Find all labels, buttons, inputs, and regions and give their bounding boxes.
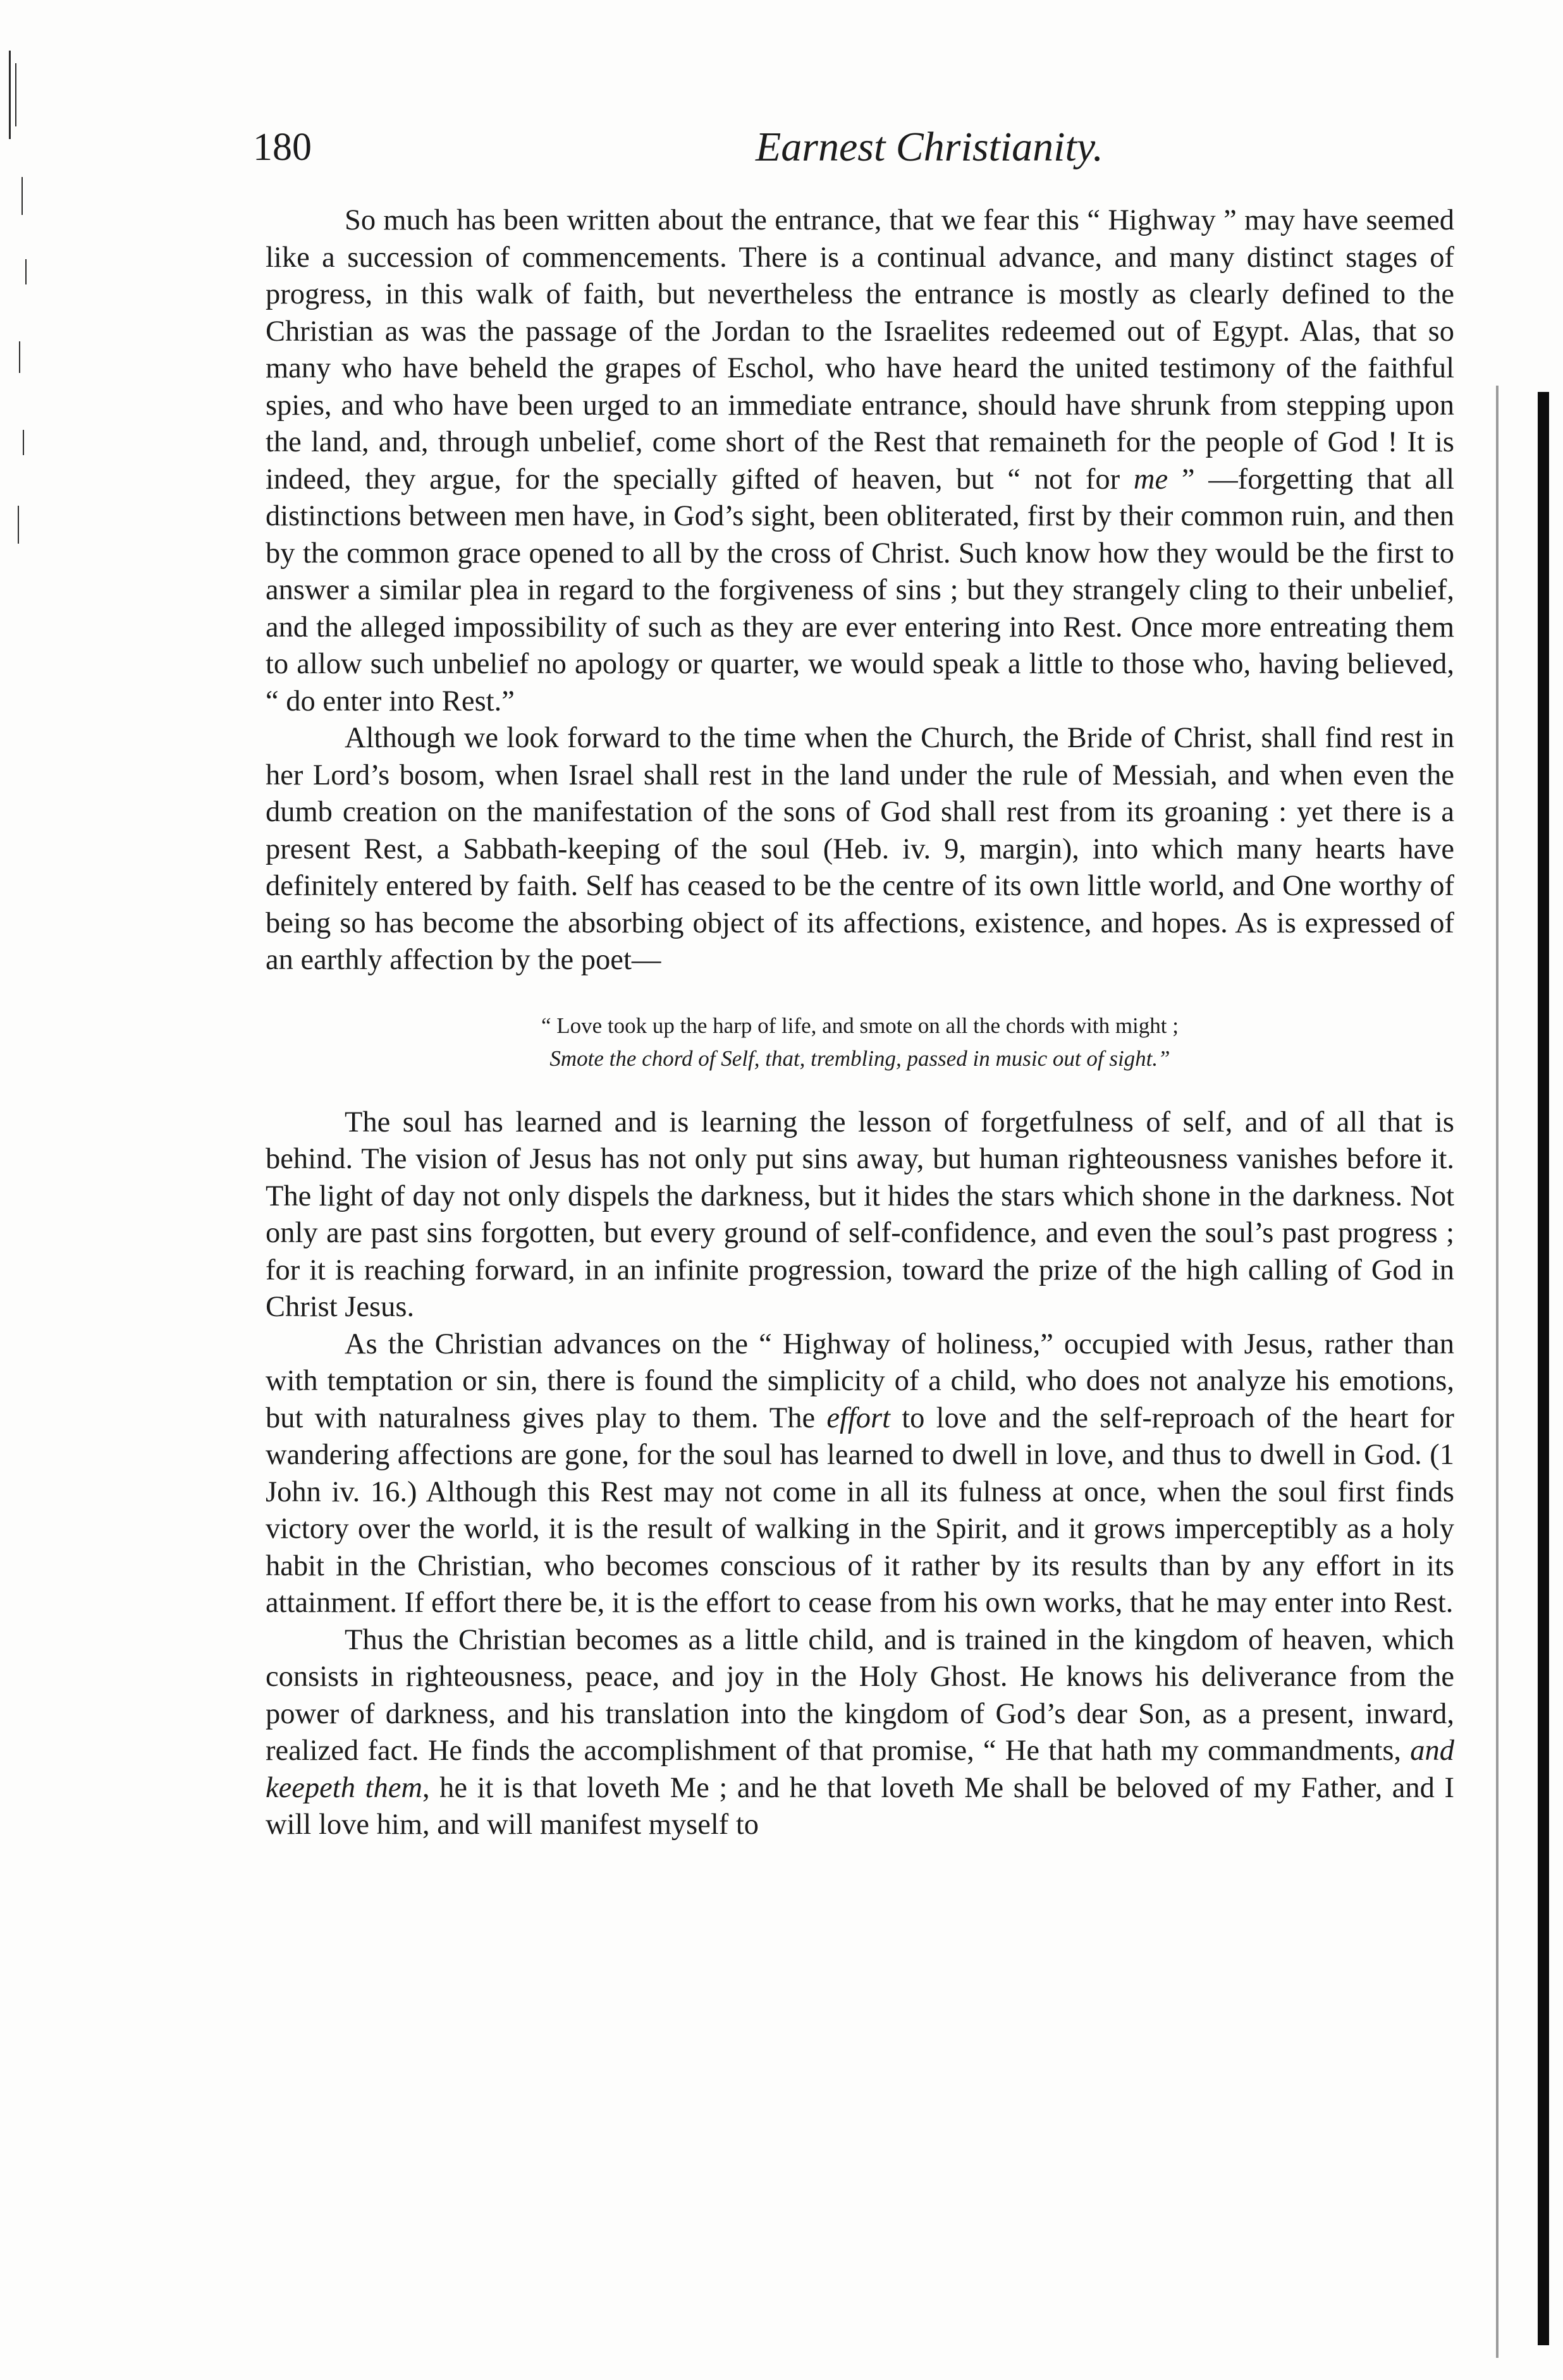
- poem-line-2: Smote the chord of Self, that, trembling, passed in music out of sight.”: [549, 1046, 1170, 1071]
- running-header: [253, 119, 1454, 176]
- text-segment-italic: me: [1133, 463, 1168, 496]
- text-segment: Although we look forward to the time when the Church, the Bride of Christ, shall find rest in her Lord’s bosom, when Israel shall rest in the land under the rule of Messiah, and when even the dumb creation on the manifestation of the sons of God shall rest from its groaning : yet there is a present Rest, a Sabbath-keeping of the soul (Heb. iv. 9, margin), into which many hearts have definitely entered by faith. Self has ceased to be the centre of its own little world, and One worthy of being so has become the absorbing object of its affections, existence, and hopes. As is expressed of an earthly affection by the poet—: [266, 722, 1454, 976]
- paragraph-5: [266, 1622, 1454, 1844]
- page-edge-bar: [1538, 392, 1549, 2345]
- text-segment: The soul has learned and is learning the lesson of forgetfulness of self, and of all that is behind. The vision of Jesus has not only put sins away, but human righteousness vanishes before it. The light of day not only dispels the darkness, but it hides the stars which shone in the darkness. Not only are past sins forgotten, but every ground of self-confidence, and even the soul’s past progress ; for it is reaching forward, in an infinite progression, toward the prize of the high calling of God in Christ Jesus.: [266, 1106, 1454, 1323]
- poem-line-1: “ Love took up the harp of life, and smote on all the chords with might ;: [541, 1013, 1179, 1038]
- text-segment: So much has been written about the entrance, that we fear this “ Highway ” may have seemed like a succession of commencements. There is a continual advance, and many distinct stages of progress, in this walk of faith, but nevertheless the entrance is mostly as clearly defined to the Christian as was the passage of the Jordan to the Israelites redeemed out of Egypt. Alas, that so many who have beheld the grapes of Eschol, who have heard the united testimony of the faithful spies, and who have been urged to an immediate entrance, should have shrunk from stepping upon the land, and, through unbelief, come short of the Rest that remaineth for the people of God ! It is indeed, they argue, for the specially gifted of heaven, but “ not for: [266, 204, 1454, 496]
- running-title: Earnest Christianity.: [755, 124, 1104, 170]
- text-segment-italic: effort: [826, 1401, 891, 1434]
- text-segment: As the Christian advances on the “ Highway of holiness,” occupied with Jesus, rather than with temptation or sin, there is found the simplicity of a child, who does not analyze his emotions, but with naturalness gives play to them. The: [266, 1327, 1454, 1434]
- page-edge-shadow: [1496, 386, 1499, 2358]
- page-number: 180: [253, 126, 312, 169]
- paragraph-1: [266, 202, 1454, 720]
- text-segment: ” —forgetting that all distinctions between men have, in God’s sight, been obliterated, first by their common ruin, and then by the common grace opened to all by the cross of Christ. Such know how they would be the first to answer a similar plea in regard to the forgiveness of sins ; but they strangely cling to their unbelief, and the alleged impossibility of such as they are ever entering into Rest. Once more entreating them to allow such unbelief no apology or quarter, we would speak a little to those who, having believed, “ do enter into Rest.”: [266, 463, 1454, 717]
- binding-marks: [6, 51, 38, 569]
- text-segment-italic: and keepeth them: [266, 1735, 1454, 1804]
- text-segment: to love and the self-reproach of the heart for wandering affections are gone, for the soul has learned to dwell in love, and thus to dwell in God. (1 John iv. 16.) Although this Rest may not come in all its fulness at once, when the soul first finds victory over the world, it is the result of walking in the Spirit, and it grows imperceptibly as a holy habit in the Christian, who becomes conscious of it rather by its results than by any effort in its attainment. If effort there be, it is the effort to cease from his own works, that he may enter into Rest.: [266, 1401, 1454, 1619]
- paragraph-2: [266, 720, 1454, 979]
- paragraph-4: [266, 1326, 1454, 1622]
- paragraph-3: [266, 1104, 1454, 1326]
- text-segment: Thus the Christian becomes as a little child, and is trained in the kingdom of heaven, which consists in righteousness, peace, and joy in the Holy Ghost. He knows his deliverance from the power of darkness, and his translation into the kingdom of God’s dear Son, as a present, inward, realized fact. He finds the accomplishment of that promise, “ He that hath my commandments,: [266, 1623, 1454, 1767]
- text-segment: , he it is that loveth Me ; and he that loveth Me shall be beloved of my Father, and I will love him, and will manifest myself to: [266, 1771, 1454, 1841]
- poem-quote: [266, 1010, 1454, 1075]
- body-text: [266, 202, 1454, 1844]
